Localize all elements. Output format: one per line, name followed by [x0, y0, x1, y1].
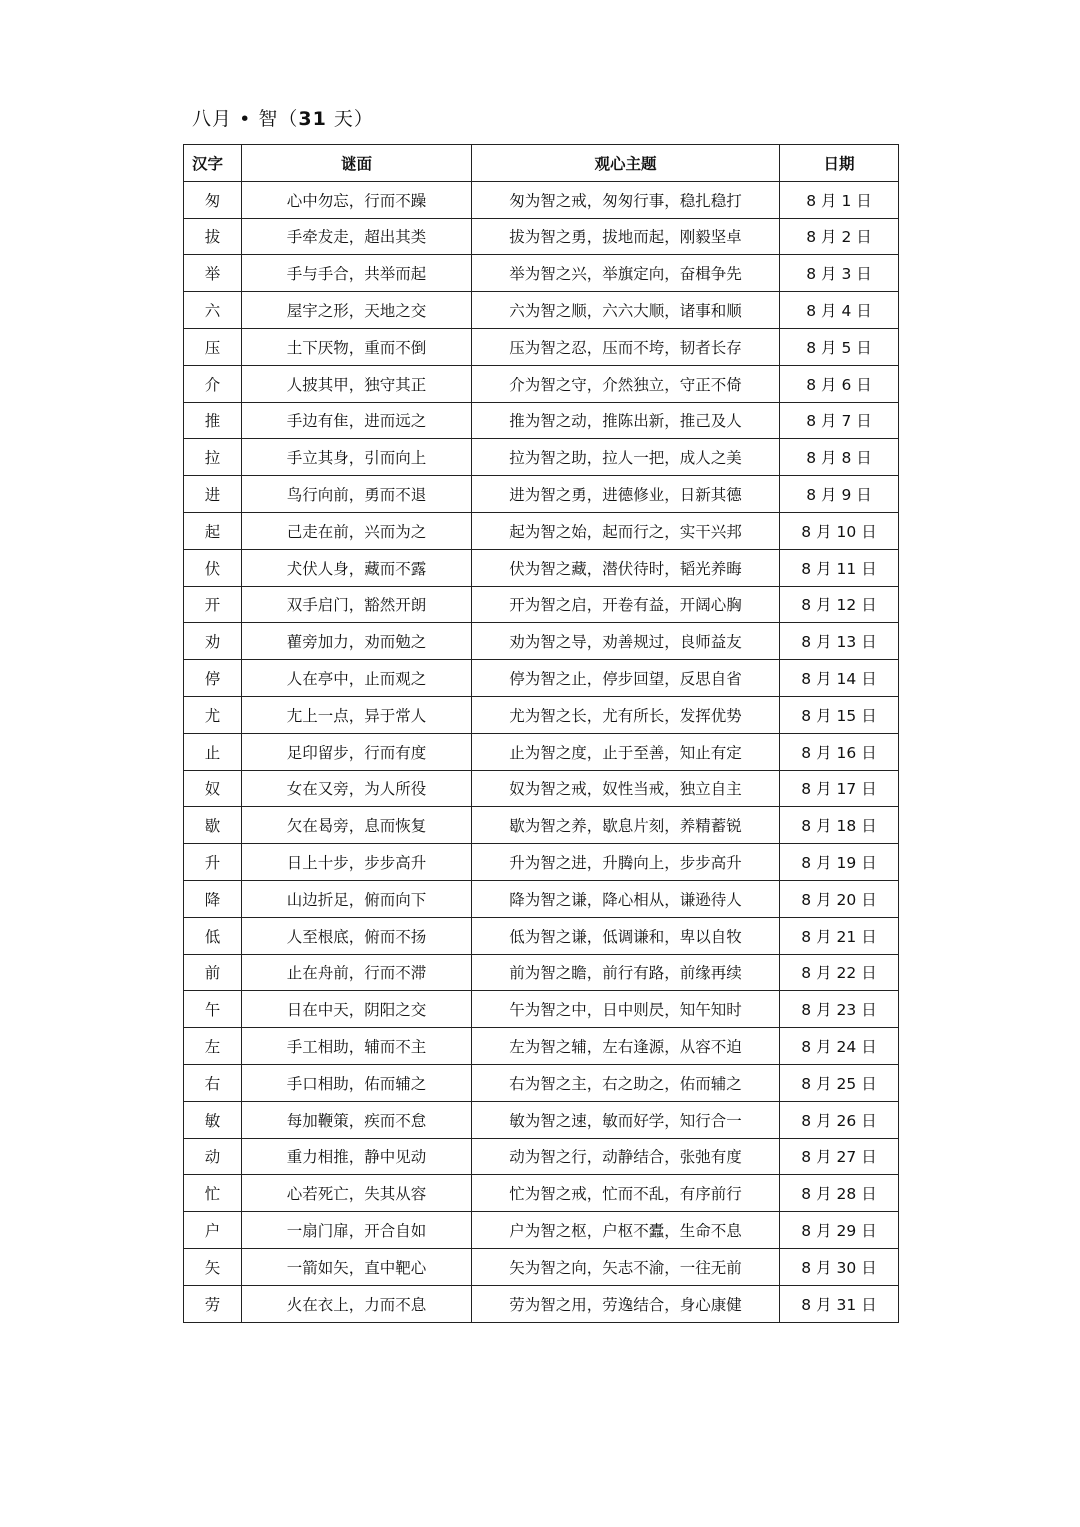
- riddle-cell: 每加鞭策，疾而不怠: [242, 1101, 472, 1138]
- char-cell: 压: [184, 328, 242, 365]
- date-day-char: 日: [856, 265, 872, 284]
- theme-cell: 前为智之瞻，前行有路，前缘再续: [472, 954, 780, 991]
- date-day-num: 19: [836, 854, 857, 873]
- date-month-char: 月: [821, 191, 837, 210]
- riddle-cell: 尢上一点，异于常人: [242, 696, 472, 733]
- date-day-char: 日: [861, 1222, 877, 1240]
- date-day-num: 24: [836, 1038, 857, 1057]
- date-day-char: 日: [861, 522, 877, 541]
- date-month-num: 8: [806, 228, 817, 247]
- table-row: [184, 954, 899, 991]
- date-day-char: 日: [861, 743, 877, 762]
- date-day-num: 7: [841, 412, 852, 431]
- date-day-char: 日: [861, 1074, 877, 1093]
- date-day-char: 日: [861, 706, 877, 725]
- table-row: [184, 181, 899, 218]
- char-cell: 停: [184, 660, 242, 697]
- date-day-num: 29: [836, 1222, 857, 1240]
- date-cell: [780, 365, 899, 402]
- date-month-char: 月: [816, 1038, 832, 1057]
- theme-cell: 敏为智之速，敏而好学，知行合一: [472, 1101, 780, 1138]
- table-row: [184, 365, 899, 402]
- date-month-char: 月: [821, 338, 837, 357]
- date-day-char: 日: [861, 890, 877, 909]
- date-day-num: 23: [836, 1001, 857, 1020]
- date-day-num: 15: [836, 706, 857, 725]
- date-month-num: 8: [806, 486, 817, 505]
- theme-cell: 左为智之辅，左右逢源，从容不迫: [472, 1028, 780, 1065]
- date-day-num: 10: [836, 522, 857, 541]
- riddle-cell: 日在中天，阴阳之交: [242, 991, 472, 1028]
- heading-open-paren: （: [278, 108, 299, 130]
- theme-cell: 推为智之动，推陈出新，推己及人: [472, 402, 780, 439]
- date-month-char: 月: [816, 1185, 832, 1204]
- date-day-char: 日: [856, 191, 872, 210]
- date-day-char: 日: [861, 1111, 877, 1130]
- date-month-char: 月: [816, 854, 832, 873]
- table-row: [184, 328, 899, 365]
- theme-cell: 止为智之度，止于至善，知止有定: [472, 733, 780, 770]
- theme-cell: 低为智之谦，低调谦和，卑以自牧: [472, 917, 780, 954]
- riddle-cell: 鸟行向前，勇而不退: [242, 476, 472, 513]
- char-cell: 六: [184, 292, 242, 329]
- theme-cell: 举为智之兴，举旗定向，奋楫争先: [472, 255, 780, 292]
- theme-cell: 奴为智之戒，奴性当戒，独立自主: [472, 770, 780, 807]
- riddle-cell: 手口相助，佑而辅之: [242, 1064, 472, 1101]
- riddle-cell: 手立其身，引而向上: [242, 439, 472, 476]
- date-month-char: 月: [821, 449, 837, 468]
- date-day-char: 日: [861, 964, 877, 983]
- date-month-num: 8: [801, 1185, 812, 1204]
- date-cell: [780, 512, 899, 549]
- char-cell: 劝: [184, 623, 242, 660]
- table-row: [184, 844, 899, 881]
- date-cell: [780, 292, 899, 329]
- riddle-cell: 欠在曷旁，息而恢复: [242, 807, 472, 844]
- riddle-cell: 人在亭中，止而观之: [242, 660, 472, 697]
- char-cell: 低: [184, 917, 242, 954]
- table-row: [184, 292, 899, 329]
- char-cell: 前: [184, 954, 242, 991]
- date-cell: [780, 807, 899, 844]
- char-cell: 歇: [184, 807, 242, 844]
- theme-cell: 户为智之枢，户枢不蠹，生命不息: [472, 1212, 780, 1249]
- date-month-num: 8: [806, 338, 817, 357]
- theme-cell: 升为智之进，升腾向上，步步高升: [472, 844, 780, 881]
- date-day-num: 16: [836, 743, 857, 762]
- date-day-num: 18: [836, 817, 857, 836]
- char-cell: 进: [184, 476, 242, 513]
- date-day-char: 日: [861, 1258, 877, 1277]
- date-day-num: 21: [836, 927, 857, 946]
- table-row: [184, 255, 899, 292]
- table-body: [184, 181, 899, 1322]
- date-day-num: 20: [836, 890, 857, 909]
- table-row: [184, 439, 899, 476]
- char-cell: 举: [184, 255, 242, 292]
- date-day-char: 日: [861, 1185, 877, 1204]
- date-month-char: 月: [816, 1148, 832, 1167]
- date-cell: [780, 880, 899, 917]
- char-cell: 劳: [184, 1285, 242, 1322]
- date-month-char: 月: [816, 1258, 832, 1277]
- date-cell: [780, 181, 899, 218]
- date-day-char: 日: [861, 927, 877, 946]
- date-month-char: 月: [816, 743, 832, 762]
- table-row: [184, 917, 899, 954]
- date-month-num: 8: [801, 706, 812, 725]
- table-row: [184, 991, 899, 1028]
- table-row: [184, 1101, 899, 1138]
- date-cell: [780, 1138, 899, 1175]
- date-cell: [780, 1212, 899, 1249]
- table-row: [184, 807, 899, 844]
- date-month-char: 月: [816, 1222, 832, 1240]
- date-day-num: 28: [836, 1185, 857, 1204]
- table-row: [184, 1248, 899, 1285]
- char-cell: 左: [184, 1028, 242, 1065]
- date-day-num: 14: [836, 670, 857, 689]
- char-cell: 降: [184, 880, 242, 917]
- date-month-num: 8: [801, 670, 812, 689]
- calendar-table: [183, 144, 899, 1323]
- riddle-cell: 山边折足，俯而向下: [242, 880, 472, 917]
- char-cell: 止: [184, 733, 242, 770]
- date-month-char: 月: [816, 817, 832, 836]
- date-month-num: 8: [801, 964, 812, 983]
- theme-cell: 尤为智之长，尤有所长，发挥优势: [472, 696, 780, 733]
- date-month-num: 8: [806, 449, 817, 468]
- date-day-char: 日: [861, 1001, 877, 1020]
- date-day-num: 26: [836, 1111, 857, 1130]
- date-day-char: 日: [861, 1295, 877, 1314]
- date-day-num: 12: [836, 596, 857, 615]
- char-cell: 尤: [184, 696, 242, 733]
- date-month-char: 月: [816, 1074, 832, 1093]
- column-header-char: 汉字: [184, 145, 242, 182]
- riddle-cell: 屋宇之形，天地之交: [242, 292, 472, 329]
- riddle-cell: 一箭如矢，直中靶心: [242, 1248, 472, 1285]
- date-cell: [780, 1285, 899, 1322]
- date-month-num: 8: [801, 1295, 812, 1314]
- theme-cell: 劳为智之用，劳逸结合，身心康健: [472, 1285, 780, 1322]
- table-row: [184, 402, 899, 439]
- date-cell: [780, 770, 899, 807]
- date-day-char: 日: [856, 375, 872, 394]
- column-header-theme: 观心主题: [472, 145, 780, 182]
- char-cell: 升: [184, 844, 242, 881]
- theme-cell: 右为智之主，右之助之，佑而辅之: [472, 1064, 780, 1101]
- date-month-char: 月: [816, 596, 832, 615]
- date-cell: [780, 1028, 899, 1065]
- theme-cell: 拔为智之勇，拔地而起，刚毅坚卓: [472, 218, 780, 255]
- riddle-cell: 双手启门，豁然开朗: [242, 586, 472, 623]
- table-header-row: [184, 145, 899, 182]
- date-day-char: 日: [856, 338, 872, 357]
- date-cell: [780, 660, 899, 697]
- date-month-char: 月: [821, 486, 837, 505]
- char-cell: 伏: [184, 549, 242, 586]
- date-day-num: 25: [836, 1074, 857, 1093]
- date-cell: [780, 549, 899, 586]
- table-row: [184, 1138, 899, 1175]
- table-row: [184, 696, 899, 733]
- char-cell: 户: [184, 1212, 242, 1249]
- riddle-cell: 雚旁加力，劝而勉之: [242, 623, 472, 660]
- riddle-cell: 日上十步，步步高升: [242, 844, 472, 881]
- char-cell: 奴: [184, 770, 242, 807]
- date-month-char: 月: [821, 375, 837, 394]
- heading-unit: 天: [333, 108, 354, 130]
- date-month-num: 8: [801, 1074, 812, 1093]
- theme-cell: 歇为智之养，歇息片刻，养精蓄锐: [472, 807, 780, 844]
- table-row: [184, 623, 899, 660]
- riddle-cell: 手与手合，共举而起: [242, 255, 472, 292]
- column-header-date: 日期: [780, 145, 899, 182]
- date-month-char: 月: [816, 964, 832, 983]
- date-month-num: 8: [801, 633, 812, 652]
- char-cell: 忙: [184, 1175, 242, 1212]
- riddle-cell: 一扇门扉，开合自如: [242, 1212, 472, 1249]
- date-month-char: 月: [821, 265, 837, 284]
- riddle-cell: 己走在前，兴而为之: [242, 512, 472, 549]
- date-month-num: 8: [801, 1038, 812, 1057]
- date-day-char: 日: [861, 780, 877, 799]
- riddle-cell: 心中勿忘，行而不躁: [242, 181, 472, 218]
- date-cell: [780, 218, 899, 255]
- table-row: [184, 660, 899, 697]
- date-day-num: 22: [836, 964, 857, 983]
- table-row: [184, 512, 899, 549]
- riddle-cell: 火在衣上，力而不息: [242, 1285, 472, 1322]
- date-day-char: 日: [861, 633, 877, 652]
- date-day-char: 日: [861, 854, 877, 873]
- date-cell: [780, 954, 899, 991]
- date-month-char: 月: [816, 1111, 832, 1130]
- date-day-char: 日: [861, 1038, 877, 1057]
- table-row: [184, 1285, 899, 1322]
- theme-cell: 起为智之始，起而行之，实干兴邦: [472, 512, 780, 549]
- theme-cell: 开为智之启，开卷有益，开阔心胸: [472, 586, 780, 623]
- theme-cell: 动为智之行，动静结合，张弛有度: [472, 1138, 780, 1175]
- date-day-char: 日: [861, 1148, 877, 1167]
- date-cell: [780, 255, 899, 292]
- date-day-num: 11: [836, 559, 857, 578]
- char-cell: 动: [184, 1138, 242, 1175]
- date-day-char: 日: [856, 449, 872, 468]
- char-cell: 拉: [184, 439, 242, 476]
- date-day-num: 17: [836, 780, 857, 799]
- date-cell: [780, 991, 899, 1028]
- riddle-cell: 土下厌物，重而不倒: [242, 328, 472, 365]
- date-day-num: 1: [841, 191, 852, 210]
- theme-cell: 匆为智之戒，匆匆行事，稳扎稳打: [472, 181, 780, 218]
- date-cell: [780, 917, 899, 954]
- riddle-cell: 犬伏人身，藏而不露: [242, 549, 472, 586]
- char-cell: 介: [184, 365, 242, 402]
- date-day-char: 日: [856, 412, 872, 431]
- date-day-char: 日: [861, 670, 877, 689]
- date-cell: [780, 1101, 899, 1138]
- date-month-char: 月: [821, 412, 837, 431]
- theme-cell: 伏为智之藏，潜伏待时，韬光养晦: [472, 549, 780, 586]
- theme-cell: 矢为智之向，矢志不渝，一往无前: [472, 1248, 780, 1285]
- date-day-num: 27: [836, 1148, 857, 1167]
- date-day-char: 日: [861, 596, 877, 615]
- riddle-cell: 手工相助，辅而不主: [242, 1028, 472, 1065]
- date-month-char: 月: [816, 927, 832, 946]
- riddle-cell: 人至根底，俯而不扬: [242, 917, 472, 954]
- char-cell: 矢: [184, 1248, 242, 1285]
- theme-cell: 六为智之顺，六六大顺，诸事和顺: [472, 292, 780, 329]
- date-cell: [780, 586, 899, 623]
- date-cell: [780, 1064, 899, 1101]
- table-row: [184, 1175, 899, 1212]
- riddle-cell: 女在又旁，为人所役: [242, 770, 472, 807]
- table-row: [184, 1028, 899, 1065]
- date-month-num: 8: [801, 596, 812, 615]
- date-day-char: 日: [856, 486, 872, 505]
- date-day-char: 日: [861, 817, 877, 836]
- table-row: [184, 476, 899, 513]
- heading-close-paren: ）: [353, 108, 374, 130]
- date-month-num: 8: [801, 780, 812, 799]
- char-cell: 开: [184, 586, 242, 623]
- theme-cell: 进为智之勇，进德修业，日新其德: [472, 476, 780, 513]
- date-cell: [780, 439, 899, 476]
- char-cell: 右: [184, 1064, 242, 1101]
- theme-cell: 忙为智之戒，忙而不乱，有序前行: [472, 1175, 780, 1212]
- date-month-char: 月: [816, 780, 832, 799]
- date-month-num: 8: [801, 1111, 812, 1130]
- date-cell: [780, 623, 899, 660]
- date-month-char: 月: [816, 890, 832, 909]
- table-row: [184, 733, 899, 770]
- riddle-cell: 重力相推，静中见动: [242, 1138, 472, 1175]
- date-cell: [780, 733, 899, 770]
- date-month-char: 月: [816, 706, 832, 725]
- heading-day-count: 31: [298, 108, 327, 130]
- date-month-num: 8: [806, 191, 817, 210]
- riddle-cell: 手牵犮走，超出其类: [242, 218, 472, 255]
- date-month-num: 8: [806, 412, 817, 431]
- table-row: [184, 1212, 899, 1249]
- theme-cell: 午为智之中，日中则昃，知午知时: [472, 991, 780, 1028]
- char-cell: 拔: [184, 218, 242, 255]
- date-day-num: 5: [841, 338, 852, 357]
- date-month-num: 8: [801, 1258, 812, 1277]
- date-month-char: 月: [821, 302, 837, 321]
- table-row: [184, 1064, 899, 1101]
- date-day-num: 8: [841, 449, 852, 468]
- date-month-num: 8: [801, 559, 812, 578]
- char-cell: 午: [184, 991, 242, 1028]
- date-day-num: 3: [841, 265, 852, 284]
- date-cell: [780, 844, 899, 881]
- table-row: [184, 549, 899, 586]
- date-month-num: 8: [806, 375, 817, 394]
- date-day-num: 2: [841, 228, 852, 247]
- heading-month: 八月: [192, 108, 233, 130]
- char-cell: 推: [184, 402, 242, 439]
- date-month-num: 8: [801, 1001, 812, 1020]
- date-day-num: 4: [841, 302, 852, 321]
- theme-cell: 劝为智之导，劝善规过，良师益友: [472, 623, 780, 660]
- date-day-char: 日: [856, 302, 872, 321]
- date-month-char: 月: [816, 522, 832, 541]
- date-month-num: 8: [801, 817, 812, 836]
- date-cell: [780, 476, 899, 513]
- date-cell: [780, 328, 899, 365]
- date-month-char: 月: [816, 1295, 832, 1314]
- date-month-char: 月: [816, 1001, 832, 1020]
- date-month-char: 月: [816, 633, 832, 652]
- heading-theme: 智: [258, 108, 279, 130]
- riddle-cell: 手边有隹，进而远之: [242, 402, 472, 439]
- theme-cell: 介为智之守，介然独立，守正不倚: [472, 365, 780, 402]
- date-month-num: 8: [801, 743, 812, 762]
- date-day-num: 13: [836, 633, 857, 652]
- date-cell: [780, 1175, 899, 1212]
- date-month-char: 月: [821, 228, 837, 247]
- riddle-cell: 心若死亡，失其从容: [242, 1175, 472, 1212]
- date-day-num: 31: [836, 1295, 857, 1314]
- char-cell: 敏: [184, 1101, 242, 1138]
- date-month-num: 8: [801, 890, 812, 909]
- riddle-cell: 止在舟前，行而不滞: [242, 954, 472, 991]
- date-day-char: 日: [861, 559, 877, 578]
- date-day-num: 6: [841, 375, 852, 394]
- theme-cell: 停为智之止，停步回望，反思自省: [472, 660, 780, 697]
- date-cell: [780, 696, 899, 733]
- date-month-char: 月: [816, 559, 832, 578]
- theme-cell: 降为智之谦，降心相从，谦逊待人: [472, 880, 780, 917]
- theme-cell: 拉为智之助，拉人一把，成人之美: [472, 439, 780, 476]
- page-heading: [192, 104, 374, 134]
- date-month-num: 8: [806, 265, 817, 284]
- riddle-cell: 足印留步，行而有度: [242, 733, 472, 770]
- date-day-char: 日: [856, 228, 872, 247]
- date-month-num: 8: [801, 927, 812, 946]
- table-row: [184, 880, 899, 917]
- date-day-num: 9: [841, 486, 852, 505]
- char-cell: 匆: [184, 181, 242, 218]
- table-row: [184, 218, 899, 255]
- table-row: [184, 586, 899, 623]
- date-day-num: 30: [836, 1258, 857, 1277]
- date-month-num: 8: [806, 302, 817, 321]
- date-month-num: 8: [801, 1148, 812, 1167]
- heading-separator: •: [239, 108, 252, 130]
- char-cell: 起: [184, 512, 242, 549]
- date-month-char: 月: [816, 670, 832, 689]
- theme-cell: 压为智之忍，压而不垮，韧者长存: [472, 328, 780, 365]
- date-month-num: 8: [801, 1222, 812, 1240]
- date-month-num: 8: [801, 522, 812, 541]
- riddle-cell: 人披其甲，独守其正: [242, 365, 472, 402]
- date-month-num: 8: [801, 854, 812, 873]
- date-cell: [780, 402, 899, 439]
- date-cell: [780, 1248, 899, 1285]
- column-header-riddle: 谜面: [242, 145, 472, 182]
- table-row: [184, 770, 899, 807]
